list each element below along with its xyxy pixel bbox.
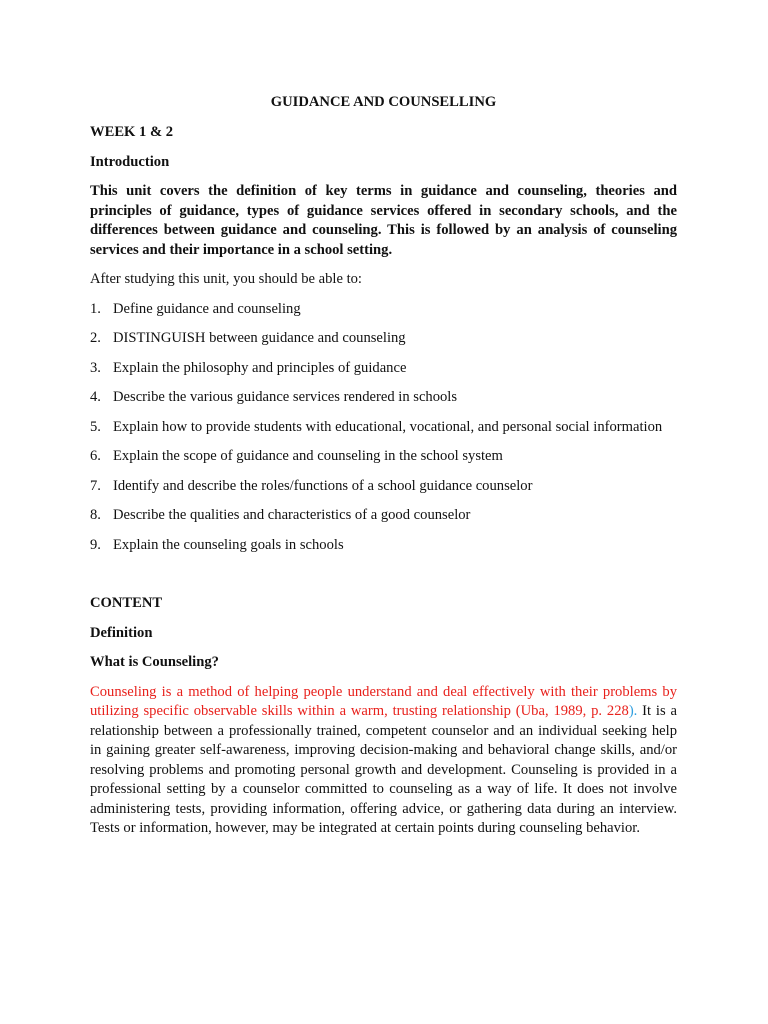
list-item	[90, 447, 677, 467]
list-item	[90, 506, 677, 526]
definition-heading: Definition	[90, 624, 153, 641]
list-number: 9.	[90, 536, 101, 553]
definition-highlight: Counseling is a method of helping people understand and deal effectively with their problems by utilizing specific observable skills within a warm, trusting relationship (Uba, 1989, p. 228	[90, 683, 677, 719]
citation-close: ).	[628, 703, 638, 719]
list-item-text: Explain the philosophy and principles of guidance	[113, 359, 407, 376]
list-number: 6.	[90, 448, 101, 464]
objectives-lead: After studying this unit, you should be able to:	[90, 271, 362, 287]
list-number: 4.	[90, 389, 101, 405]
list-item	[90, 329, 677, 349]
list-number: 7.	[90, 477, 101, 494]
list-item-text: Explain the scope of guidance and counseling in the school system	[113, 448, 503, 464]
list-item	[90, 418, 677, 438]
list-item	[90, 300, 677, 320]
list-item-text: Describe the qualities and characteristics of a good counselor	[113, 507, 471, 523]
what-is-counseling-heading: What is Counseling?	[90, 654, 219, 670]
document-page	[90, 93, 677, 849]
definition-body: It is a relationship between a professionally trained, competent counselor and an individual seeking help in gaining greater self-awareness, improving decision-making and behavioral change skills, and/or resolving problems and promoting personal growth and development. Counseling is provided in a professional setting by a counselor committed to counseling as a way of life. It does not involve administering tests, providing information, offering advice, or gathering data during an interview. Tests or information, however, may be integrated at certain points during counseling behavior.	[90, 703, 677, 836]
list-item-text: Describe the various guidance services rendered in schools	[113, 389, 458, 405]
list-item-text: Identify and describe the roles/functions of a school guidance counselor	[113, 477, 533, 494]
list-item	[90, 536, 677, 556]
list-item	[90, 477, 677, 497]
list-item-text: Explain how to provide students with educational, vocational, and personal social information	[113, 418, 663, 435]
definition-paragraph	[90, 683, 677, 839]
document-title: GUIDANCE AND COUNSELLING	[270, 94, 497, 110]
introduction-paragraph: This unit covers the definition of key terms in guidance and counseling, theories and principles of guidance, types of guidance services offered in secondary schools, and the differences between guidance and counseling. This is followed by an analysis of counseling services and their importance in a school setting.	[90, 183, 677, 258]
list-number: 3.	[90, 359, 101, 376]
list-item-text: Explain the counseling goals in schools	[113, 536, 344, 553]
list-number: 5.	[90, 418, 101, 435]
content-heading: CONTENT	[90, 595, 163, 611]
list-number: 8.	[90, 507, 101, 523]
list-item	[90, 359, 677, 379]
introduction-heading: Introduction	[90, 153, 170, 170]
section-spacer	[90, 565, 677, 594]
list-item	[90, 388, 677, 408]
list-item-text: DISTINGUISH between guidance and counseling	[113, 330, 406, 346]
week-heading: WEEK 1 & 2	[90, 124, 174, 140]
objectives-list	[90, 300, 677, 556]
list-number: 1.	[90, 300, 101, 317]
list-item-text: Define guidance and counseling	[113, 300, 301, 317]
list-number: 2.	[90, 330, 101, 346]
